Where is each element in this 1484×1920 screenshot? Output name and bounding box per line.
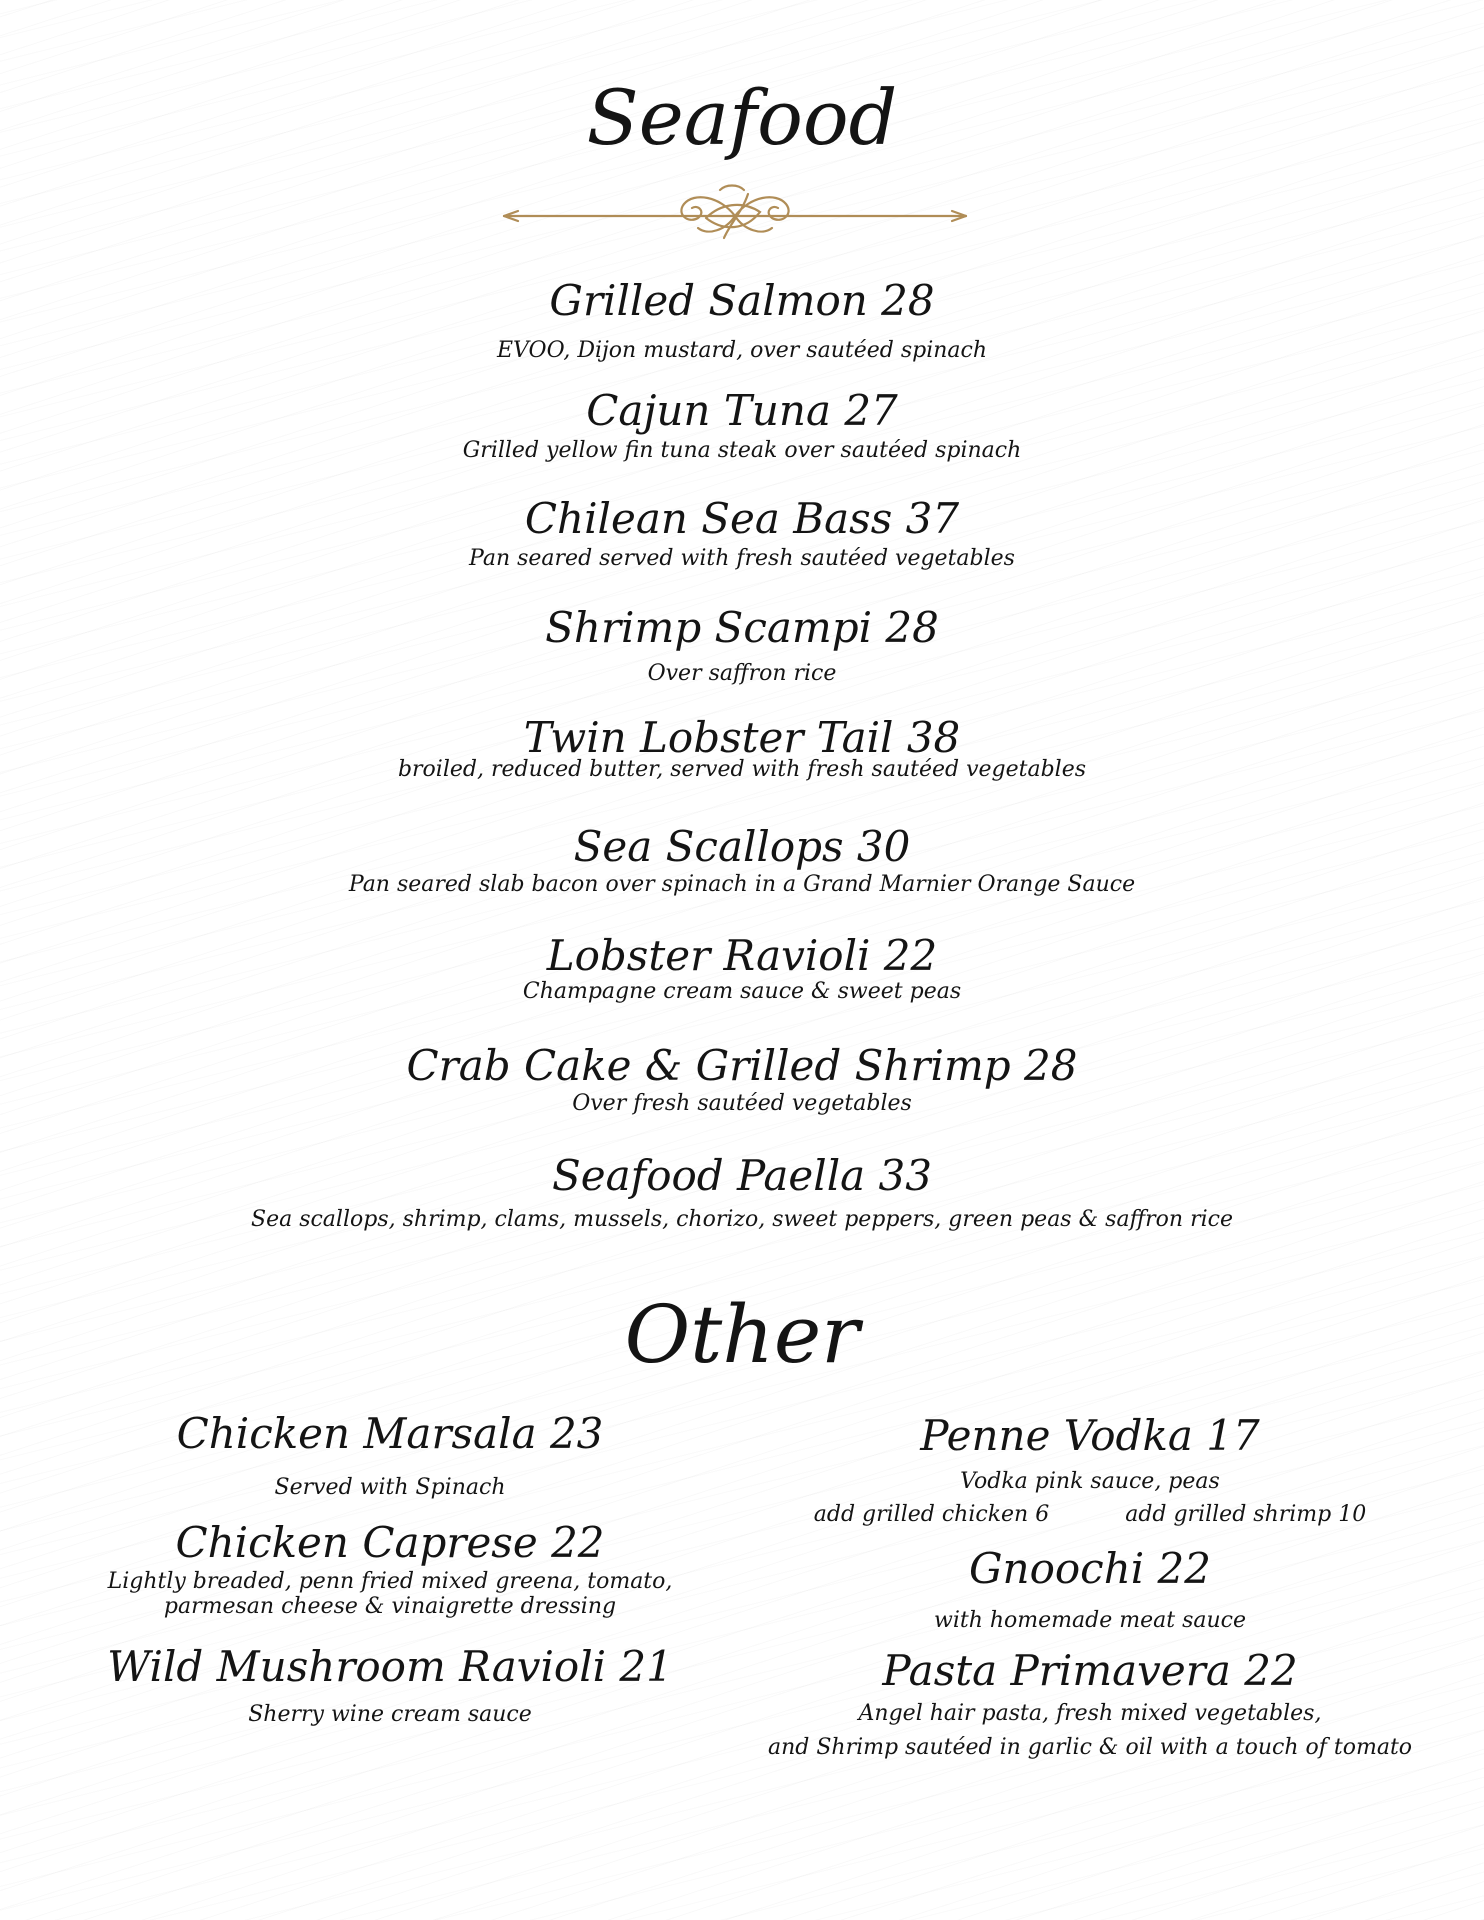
item-name: Chicken Caprese 22: [175, 1518, 605, 1567]
menu-item-pasta-primavera: [740, 1645, 1440, 1765]
item-description: Sea scallops, shrimp, clams, mussels, chorizo, sweet peppers, green peas & saffron rice: [251, 1207, 1233, 1232]
menu-item-gnoochi: [740, 1543, 1440, 1634]
item-name: Shrimp Scampi 28: [545, 603, 939, 652]
item-name: Penne Vodka 17: [920, 1411, 1260, 1460]
addon-options: [740, 1501, 1440, 1528]
item-description: Vodka pink sauce, peas: [960, 1469, 1220, 1494]
item-description: with homemade meat sauce: [934, 1608, 1246, 1633]
other-heading: Other: [624, 1288, 860, 1381]
item-name: Seafood Paella 33: [552, 1151, 932, 1200]
item-description: Grilled yellow fin tuna steak over sautéed spinach: [462, 438, 1022, 463]
item-description-line-1: Lightly breaded, penn fried mixed greena, tomato,: [107, 1569, 673, 1594]
item-name: Crab Cake & Grilled Shrimp 28: [406, 1041, 1078, 1090]
item-name: Sea Scallops 30: [573, 822, 911, 871]
item-description-line-1: Angel hair pasta, fresh mixed vegetables,: [858, 1701, 1322, 1726]
addon-shrimp: add grilled shrimp 10: [1125, 1502, 1367, 1527]
menu-item-seafood-paella: [0, 1150, 1484, 1233]
menu-item-twin-lobster-tail: [0, 712, 1484, 783]
item-description: Sherry wine cream sauce: [248, 1702, 532, 1727]
menu-item-cajun-tuna: [0, 385, 1484, 464]
item-name: Cajun Tuna 27: [586, 386, 898, 435]
item-name: Grilled Salmon 28: [549, 276, 935, 325]
menu-item-penne-vodka: [740, 1410, 1440, 1528]
item-description: EVOO, Dijon mustard, over sautéed spinach: [496, 338, 987, 363]
item-name: Gnoochi 22: [969, 1544, 1211, 1593]
menu-item-chicken-marsala: [40, 1408, 740, 1501]
menu-item-shrimp-scampi: [0, 602, 1484, 687]
item-description: Champagne cream sauce & sweet peas: [522, 979, 962, 1004]
item-description-line-2: and Shrimp sautéed in garlic & oil with a touch of tomato: [767, 1735, 1413, 1760]
item-description-line-2: parmesan cheese & vinaigrette dressing: [163, 1594, 617, 1619]
menu-item-chicken-caprese: [40, 1517, 740, 1619]
item-name: Wild Mushroom Ravioli 21: [107, 1642, 673, 1691]
item-name: Chicken Marsala 23: [176, 1409, 604, 1458]
menu-item-crab-cake-grilled-shrimp: [0, 1040, 1484, 1117]
menu-item-sea-scallops: [0, 821, 1484, 898]
item-description: Over saffron rice: [647, 661, 837, 686]
menu-item-chilean-sea-bass: [0, 493, 1484, 572]
item-description: Pan seared slab bacon over spinach in a Grand Marnier Orange Sauce: [348, 872, 1136, 897]
item-description: Served with Spinach: [274, 1475, 506, 1500]
item-name: Lobster Ravioli 22: [546, 931, 938, 980]
item-description: Over fresh sautéed vegetables: [572, 1091, 912, 1116]
item-name: Twin Lobster Tail 38: [523, 713, 961, 762]
gold-scroll-divider-icon: [498, 178, 972, 250]
item-description: Pan seared served with fresh sautéed vegetables: [469, 546, 1015, 571]
addon-chicken: add grilled chicken 6: [813, 1502, 1050, 1527]
menu-item-grilled-salmon: [0, 275, 1484, 364]
menu-item-lobster-ravioli: [0, 930, 1484, 1005]
item-name: Pasta Primavera 22: [882, 1646, 1298, 1695]
seafood-heading: Seafood: [586, 73, 898, 162]
item-description: broiled, reduced butter, served with fresh sautéed vegetables: [397, 757, 1087, 782]
menu-item-wild-mushroom-ravioli: [40, 1641, 740, 1728]
item-name: Chilean Sea Bass 37: [524, 494, 960, 543]
